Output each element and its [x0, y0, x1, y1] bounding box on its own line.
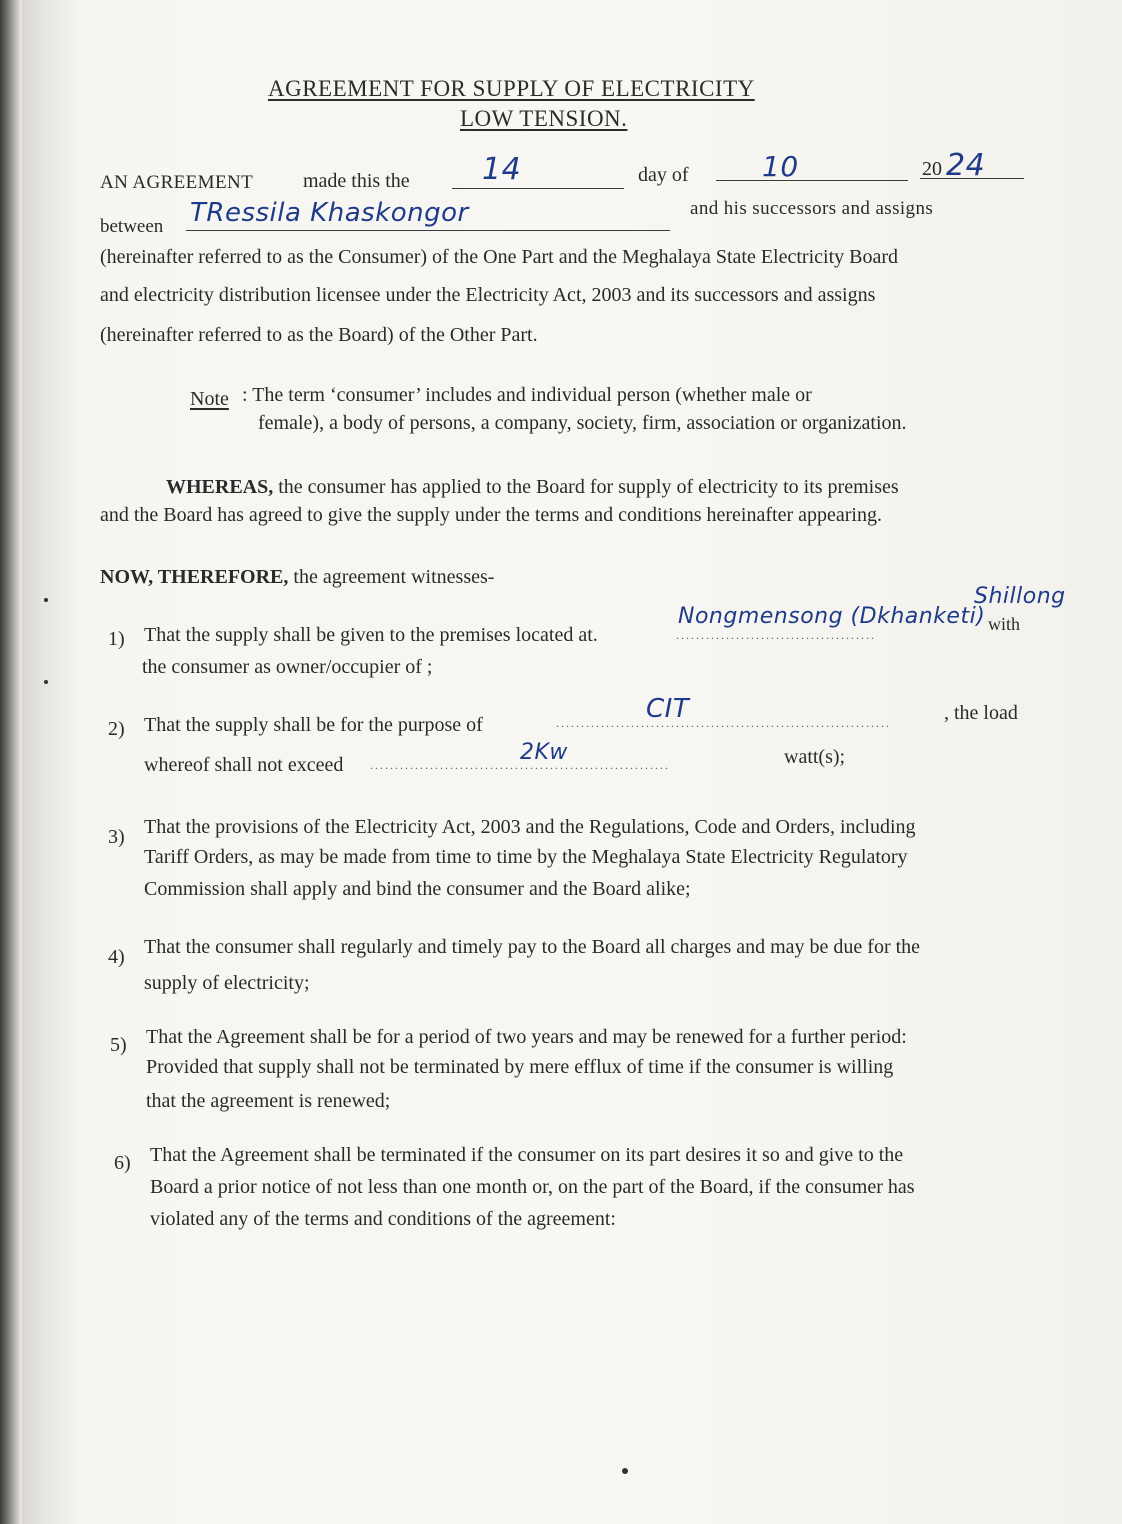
between-label: between: [100, 216, 164, 237]
clause-2-load-dots: ............................................................: [370, 758, 670, 772]
title-line-2: LOW TENSION.: [460, 106, 628, 131]
month-line: [716, 180, 908, 181]
clause-5-line-2: Provided that supply shall not be terminated by mere efflux of time if the consumer is willing: [146, 1056, 894, 1078]
day-line: [452, 188, 624, 189]
clause-1-city-handwritten: Shillong: [974, 584, 1066, 609]
year-prefix: 20: [922, 158, 942, 180]
clause-2-purpose-dots: ...................................................................: [556, 716, 891, 730]
clause-1-line-1: That the supply shall be given to the premises located at.: [144, 624, 598, 646]
day-of-label: day of: [638, 164, 689, 186]
year-handwritten: 24: [946, 148, 986, 183]
title-line-1: AGREEMENT FOR SUPPLY OF ELECTRICITY: [268, 76, 755, 101]
note-line-2: female), a body of persons, a company, society, firm, association or organization.: [258, 412, 907, 434]
clause-3-line-1: That the provisions of the Electricity Act, 2003 and the Regulations, Code and Orders, including: [144, 816, 916, 838]
clause-4-line-1: That the consumer shall regularly and timely pay to the Board all charges and may be due for the: [144, 936, 921, 958]
agreement-prefix: AN AGREEMENT: [100, 172, 254, 193]
ink-speck: [44, 598, 48, 602]
ink-speck: [44, 680, 48, 684]
whereas-label: WHEREAS,: [166, 476, 274, 498]
now-therefore-text: the agreement witnesses-: [293, 566, 495, 588]
clause-6-line-3: violated any of the terms and conditions of the agreement:: [150, 1208, 616, 1230]
clause-3-line-2: Tariff Orders, as may be made from time to time by the Meghalaya State Electricity Regulatory: [144, 846, 908, 868]
page-shadow: [22, 0, 82, 1524]
consumer-name-handwritten: TRessila Khaskongor: [190, 198, 469, 228]
now-therefore-label: NOW, THEREFORE,: [100, 566, 289, 588]
note-label: Note: [190, 388, 229, 410]
agreement-line-5: (hereinafter referred to as the Board) of the Other Part.: [100, 324, 538, 346]
clause-5-line-1: That the Agreement shall be for a period of two years and may be renewed for a further period:: [146, 1026, 907, 1048]
clause-5-line-3: that the agreement is renewed;: [146, 1090, 391, 1112]
clause-2-line-1: That the supply shall be for the purpose of: [144, 714, 483, 736]
clause-2-number: 2): [108, 718, 125, 740]
clause-2-purpose-handwritten: CIT: [646, 694, 690, 724]
clause-3-line-3: Commission shall apply and bind the consumer and the Board alike;: [144, 878, 691, 900]
clause-3-number: 3): [108, 826, 125, 848]
clause-2-line-2: whereof shall not exceed: [144, 754, 344, 776]
clause-2-watts: watt(s);: [784, 746, 846, 768]
agreement-line-4: and electricity distribution licensee under the Electricity Act, 2003 and its successors and assigns: [100, 284, 876, 306]
clause-1-number: 1): [108, 628, 125, 650]
whereas-line-2: and the Board has agreed to give the supply under the terms and conditions hereinafter appearing.: [100, 504, 882, 526]
clause-1-dots: ........................................: [676, 628, 876, 642]
year-line: [920, 178, 1024, 179]
clause-1-with: with: [988, 614, 1021, 634]
agreement-line-3: (hereinafter referred to as the Consumer) of the One Part and the Meghalaya State Electricity Board: [100, 246, 899, 268]
clause-6-line-2: Board a prior notice of not less than one month or, on the part of the Board, if the consumer has: [150, 1176, 915, 1198]
clause-4-line-2: supply of electricity;: [144, 972, 310, 994]
consumer-name-line: [186, 230, 670, 231]
ink-speck: [622, 1468, 628, 1474]
agreement-made-text: made this the: [303, 170, 410, 192]
month-handwritten: 10: [762, 150, 799, 183]
clause-2-load-handwritten: 2Kw: [520, 740, 568, 765]
now-therefore-line: [100, 566, 494, 589]
clause-2-the-load: , the load: [944, 702, 1018, 724]
binding-edge: [0, 0, 22, 1524]
whereas-paragraph-line-1: [166, 476, 899, 499]
clause-4-number: 4): [108, 946, 125, 968]
note-line-1: : The term ‘consumer’ includes and individual person (whether male or: [242, 384, 812, 406]
day-handwritten: 14: [482, 152, 522, 187]
clause-5-number: 5): [110, 1034, 127, 1056]
clause-6-number: 6): [114, 1152, 131, 1174]
clause-1-line-2: the consumer as owner/occupier of ;: [142, 656, 433, 678]
whereas-line-1: the consumer has applied to the Board for supply of electricity to its premises: [278, 476, 899, 498]
clause-1-location-handwritten: Nongmensong (Dkhanketi): [678, 604, 986, 629]
clause-6-line-1: That the Agreement shall be terminated if the consumer on its part desires it so and give to the: [150, 1144, 904, 1166]
successors-text: and his successors and assigns: [690, 198, 934, 219]
